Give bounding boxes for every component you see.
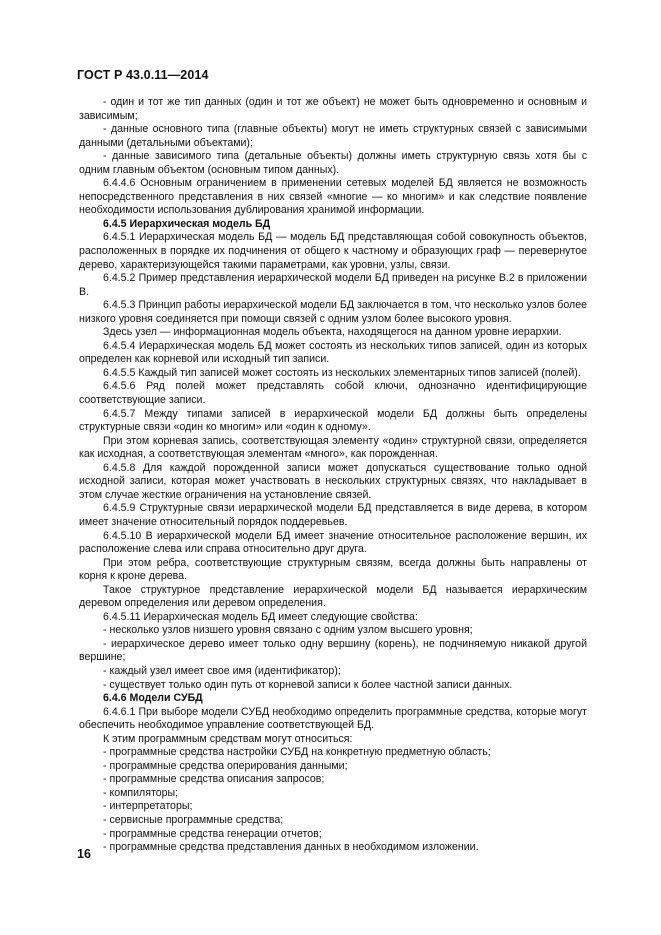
paragraph: При этом корневая запись, соответствующая элементу «один» структурной связи, определяется как исходная, а соответствующая элементам «много», как порожденная.	[79, 434, 587, 461]
paragraph: 6.4.5.2 Пример представления иерархической модели БД приведен на рисунке В.2 в приложении В.	[79, 272, 587, 298]
paragraph: 6.4.4.6 Основным ограничением в применении сетевых моделей БД является не возможность непосредственного представления в них связей «многие — ко многим» и как следствие появление необходимости использования дублирования хранимой информации.	[79, 177, 587, 217]
section-heading: 6.4.5 Иерархическая модель БД	[103, 217, 271, 230]
paragraph: К этим программным средствам могут относиться:	[103, 732, 353, 745]
paragraph: Здесь узел — информационная модель объекта, находящегося на данном уровне иерархии.	[103, 326, 562, 339]
paragraph: - несколько узлов низшего уровня связано с одним узлом высшего уровня;	[103, 624, 473, 637]
paragraph: 6.4.5.7 Между типами записей в иерархической модели БД должны быть определены структурные связи «один ко многим» или «один к одному».	[79, 407, 587, 434]
paragraph: - программные средства генерации отчетов;	[103, 827, 322, 840]
paragraph: - программные средства оперирования данными;	[103, 759, 348, 772]
paragraph: При этом ребра, соответствующие структурным связям, всегда должны быть направлены от корня к кроне дерева.	[79, 556, 587, 583]
paragraph: - интерпретаторы;	[103, 800, 193, 813]
paragraph: 6.4.5.5 Каждый тип записей может состоять из нескольких элементарных типов записей (полей).	[103, 366, 581, 379]
paragraph: - компиляторы;	[103, 786, 179, 799]
paragraph: - программные средства настройки СУБД на конкретную предметную область;	[103, 746, 491, 759]
paragraph: - один и тот же тип данных (один и тот же объект) не может быть одновременно и основным и зависимым;	[79, 96, 587, 122]
page-number: 16	[77, 847, 91, 861]
paragraph: 6.4.5.6 Ряд полей может представлять собой ключи, однозначно идентифицирующие соответствующие записи.	[79, 380, 587, 407]
paragraph: 6.4.5.4 Иерархическая модель БД может состоять из нескольких типов записей, один из которых определен как корневой или исходный тип записи.	[79, 339, 587, 366]
paragraph: - данные зависимого типа (детальные объекты) должны иметь структурную связь хотя бы с одним главным объектом (основным типом данных).	[79, 150, 587, 176]
paragraph: - сервисные программные средства;	[103, 813, 284, 826]
section-heading: 6.4.6 Модели СУБД	[103, 692, 203, 705]
paragraph: 6.4.5.9 Структурные связи иерархической модели БД представляется в виде дерева, в котором имеет значение относительный порядок поддеревьев.	[79, 502, 587, 528]
paragraph: - программные средства представления данных в необходимом изложении.	[103, 841, 479, 854]
document-body	[79, 96, 587, 855]
document-header: ГОСТ Р 43.0.11—2014	[77, 68, 209, 82]
paragraph: - каждый узел имеет свое имя (идентификатор);	[103, 664, 341, 677]
paragraph: - существует только один путь от корневой записи к более частной записи данных.	[103, 678, 513, 691]
paragraph: 6.4.6.1 При выборе модели СУБД необходимо определить программные средства, которые могут обеспечить необходимое управление соответствующей БД.	[79, 705, 587, 732]
paragraph: - данные основного типа (главные объекты) могут не иметь структурных связей с зависимыми данными (детальными объектами);	[79, 123, 587, 149]
paragraph: 6.4.5.3 Принцип работы иерархической модели БД заключается в том, что несколько узлов более низкого уровня соединяется при помощи связей с одним узлом более высокого уровня.	[79, 299, 587, 325]
paragraph: 6.4.5.10 В иерархической модели БД имеет значение относительное расположение вершин, их расположение слева или справа относительно друг друга.	[79, 529, 587, 556]
paragraph: - иерархическое дерево имеет только одну вершину (корень), не подчиняемую никакой другой вершине;	[79, 637, 587, 664]
paragraph: 6.4.5.8 Для каждой порожденной записи может допускаться существование только одной исходной записи, которая может участвовать в нескольких структурных связях, что накладывает в этом случае жесткие ограничения на установление связей.	[79, 461, 587, 501]
paragraph: - программные средства описания запросов;	[103, 773, 325, 786]
paragraph: 6.4.5.1 Иерархическая модель БД — модель БД представляющая собой совокупность объектов, расположенных в порядке их подчинения от общего к частному и образующих граф — перевернутое дерево, характеризующейся такими параметрами, как уровни, узлы, связи.	[79, 231, 587, 271]
paragraph: Такое структурное представление иерархической модели БД называется иерархическим деревом определения или деревом определения.	[79, 583, 587, 610]
paragraph: 6.4.5.11 Иерархическая модель БД имеет следующие свойства:	[103, 610, 418, 623]
